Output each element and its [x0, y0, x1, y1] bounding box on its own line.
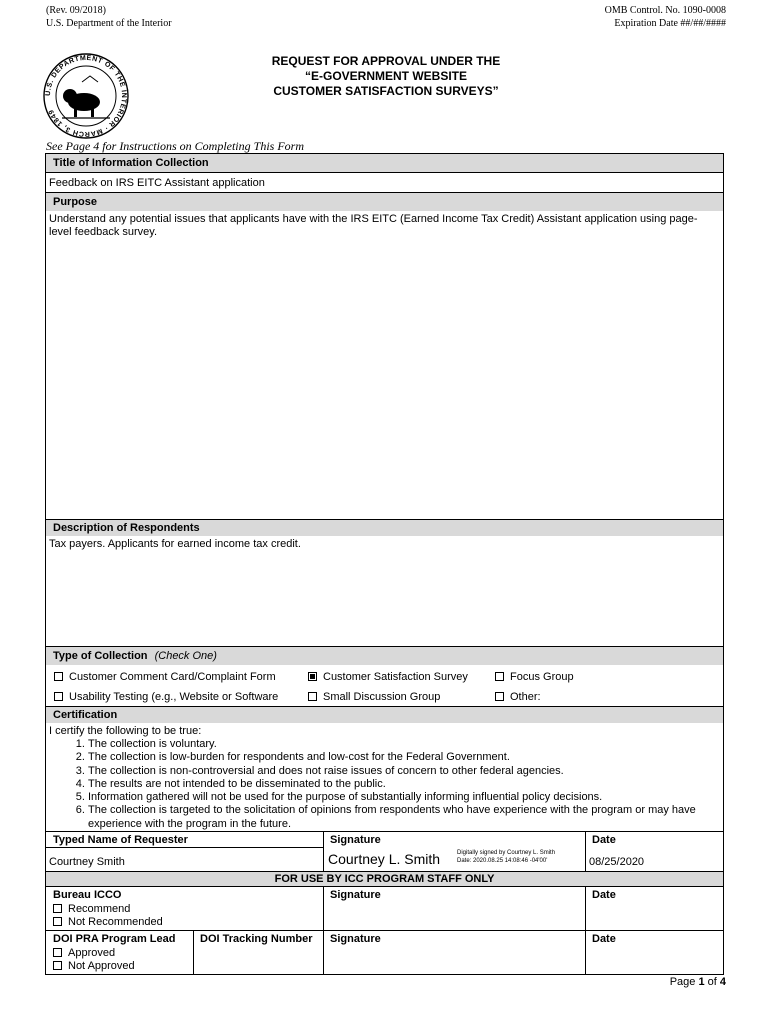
divider — [46, 847, 323, 848]
certification-item: 6. The collection is targeted to the solicitation of opinions from respondents who have experience with the program or may have experience with the program in the future. — [88, 804, 723, 831]
pra-date-label: Date — [592, 933, 616, 945]
digital-signature-line-2: Date: 2020.08.25 14:08:46 -04'00' — [457, 858, 548, 864]
requester-signature-value[interactable]: Courtney L. Smith — [328, 851, 441, 867]
certification-item: 2. The collection is low-burden for respondents and low-cost for the Federal Government. — [88, 751, 723, 764]
bureau-section — [46, 886, 723, 930]
option-label: Customer Comment Card/Complaint Form — [69, 671, 276, 683]
omb-control-number: OMB Control. No. 1090-0008 — [604, 5, 726, 16]
page-number — [670, 976, 726, 988]
checkbox-icon[interactable] — [53, 917, 62, 926]
option-satisfaction-survey[interactable] — [308, 671, 468, 683]
instructions-note: See Page 4 for Instructions on Completing This Form — [46, 139, 304, 153]
requester-name-label: Typed Name of Requester — [53, 834, 188, 846]
checkbox-icon[interactable] — [495, 672, 504, 681]
respondents-section — [46, 519, 723, 646]
certification-item: 3. The collection is non-controversial and does not raise issues of concern to other federal agencies. — [88, 765, 723, 778]
title-line-2: “E-GOVERNMENT WEBSITE — [304, 69, 467, 83]
revision-date: (Rev. 09/2018) — [46, 5, 106, 16]
bureau-date-cell[interactable] — [585, 887, 723, 931]
pra-signature-cell[interactable] — [323, 931, 585, 975]
form-title — [200, 54, 572, 99]
option-label: Other: — [510, 691, 541, 703]
title-of-collection-value[interactable]: Feedback on IRS EITC Assistant application — [46, 172, 723, 192]
collection-type-label: Type of Collection — [53, 650, 148, 662]
requester-date-value[interactable]: 08/25/2020 — [589, 856, 645, 868]
certification-label: Certification — [46, 707, 723, 723]
option-comment-card[interactable] — [54, 671, 276, 683]
not-approved-label: Not Approved — [68, 960, 135, 972]
checkbox-icon[interactable] — [54, 692, 63, 701]
page-of: of — [704, 976, 720, 988]
seal-text: U.S. DEPARTMENT OF THE INTERIOR · MARCH 3, 1849 — [44, 54, 128, 138]
staff-only-label: FOR USE BY ICC PROGRAM STAFF ONLY — [274, 873, 495, 885]
purpose-value[interactable]: Understand any potential issues that applicants have with the IRS EITC (Earned Income Tax Credit) Assistant application using page-level feedback survey. — [49, 213, 698, 238]
certification-list — [46, 738, 723, 831]
not-recommended-option[interactable] — [46, 916, 323, 929]
option-label: Customer Satisfaction Survey — [323, 671, 468, 683]
header-left — [46, 4, 172, 30]
title-of-collection-label: Title of Information Collection — [46, 154, 723, 172]
option-label: Focus Group — [510, 671, 574, 683]
doi-seal-logo — [42, 52, 130, 140]
pra-lead-label: DOI PRA Program Lead — [53, 933, 176, 945]
certification-section — [46, 706, 723, 831]
checkbox-icon[interactable] — [308, 692, 317, 701]
recommend-option[interactable] — [46, 903, 323, 916]
bureau-cell — [46, 887, 323, 931]
current-page: 1 — [698, 976, 705, 988]
approved-option[interactable] — [46, 947, 193, 960]
approval-form — [45, 153, 724, 975]
requester-date-cell — [585, 832, 723, 872]
certification-item: 1. The collection is voluntary. — [88, 738, 723, 751]
requester-signature-label: Signature — [330, 834, 381, 846]
bureau-label: Bureau ICCO — [53, 889, 122, 901]
checked-checkbox-icon[interactable] — [308, 672, 317, 681]
pra-date-cell[interactable] — [585, 931, 723, 975]
checkbox-icon[interactable] — [53, 948, 62, 957]
not-recommended-label: Not Recommended — [68, 916, 163, 928]
option-label: Usability Testing (e.g., Website or Software — [69, 691, 279, 703]
department-name: U.S. Department of the Interior — [46, 18, 172, 29]
approved-label: Approved — [68, 947, 116, 959]
staff-only-banner — [46, 871, 723, 886]
option-focus-group[interactable] — [495, 671, 574, 683]
checkbox-icon[interactable] — [53, 904, 62, 913]
checkbox-icon[interactable] — [53, 961, 62, 970]
collection-type-header — [46, 647, 723, 665]
option-other[interactable] — [495, 691, 541, 703]
collection-type-hint: (Check One) — [154, 650, 217, 662]
requester-date-label: Date — [592, 834, 616, 846]
pra-section — [46, 930, 723, 974]
certification-intro: I certify the following to be true: — [49, 725, 202, 737]
certification-item: 4. The results are not intended to be disseminated to the public. — [88, 778, 723, 791]
page-prefix: Page — [669, 976, 699, 988]
title-line-1: REQUEST FOR APPROVAL UNDER THE — [271, 54, 501, 68]
requester-name-value[interactable]: Courtney Smith — [49, 856, 125, 868]
option-label: Small Discussion Group — [323, 691, 441, 703]
checkbox-icon[interactable] — [54, 672, 63, 681]
not-approved-option[interactable] — [46, 960, 193, 973]
pra-signature-label: Signature — [330, 933, 381, 945]
option-small-discussion[interactable] — [308, 691, 440, 703]
checkbox-icon[interactable] — [495, 692, 504, 701]
tracking-number-cell[interactable] — [193, 931, 323, 975]
pra-lead-cell — [46, 931, 193, 975]
requester-name-cell — [46, 832, 323, 872]
digital-signature-stamp — [457, 849, 555, 865]
purpose-section — [46, 192, 723, 519]
title-line-3: CUSTOMER SATISFACTION SURVEYS” — [273, 84, 499, 98]
tracking-number-label: DOI Tracking Number — [200, 933, 313, 945]
total-pages: 4 — [719, 976, 726, 988]
requester-signature-cell — [323, 832, 585, 872]
collection-type-section — [46, 646, 723, 706]
bureau-date-label: Date — [592, 889, 616, 901]
recommend-label: Recommend — [68, 903, 131, 915]
bureau-signature-cell[interactable] — [323, 887, 585, 931]
header-right — [605, 4, 726, 30]
purpose-label: Purpose — [46, 193, 723, 211]
certification-item: 5. Information gathered will not be used for the purpose of substantially informing influential policy decisions. — [88, 791, 723, 804]
option-usability-testing[interactable] — [54, 691, 278, 703]
respondents-value[interactable]: Tax payers. Applicants for earned income tax credit. — [49, 538, 301, 550]
expiration-date: Expiration Date ##/##/#### — [614, 18, 726, 29]
requester-section — [46, 831, 723, 871]
bureau-signature-label: Signature — [330, 889, 381, 901]
title-of-collection-section — [46, 154, 723, 192]
respondents-label: Description of Respondents — [46, 520, 723, 536]
digital-signature-line-1: Digitally signed by Courtney L. Smith — [457, 850, 556, 856]
